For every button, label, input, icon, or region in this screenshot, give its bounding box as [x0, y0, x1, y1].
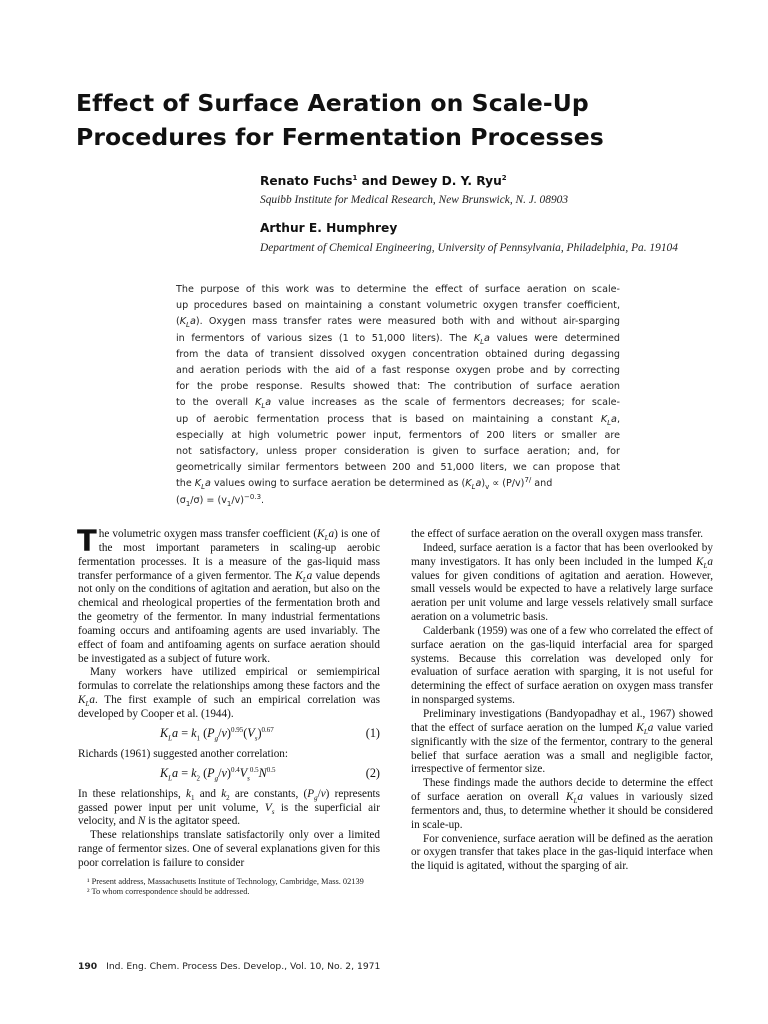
affiliation-squibb: Squibb Institute for Medical Research, New Brunswick, N. J. 08903 [260, 194, 569, 206]
abstract-line: not satisfactory, unless proper consideration is given to surface aeration; and, for [176, 446, 620, 458]
footnote-marker-1: 1 [352, 173, 358, 182]
continuation-paragraph: the effect of surface aeration on the overall oxygen mass transfer. [411, 528, 704, 540]
equation-1-number: (1) [365, 725, 380, 740]
abstract-line: The purpose of this work was to determine the effect of surface aeration on scale- [176, 284, 620, 295]
title-line-1: Effect of Surface Aeration on Scale-Up [76, 89, 589, 117]
findings-paragraph: These findings made the authors decide to determine the effect of surface aeration on overall $K_La$ values in variously sized fermentors and, thus, to determine whether it should be considered in scale-up. [411, 777, 714, 831]
abstract-line: the $K_La$ values owing to surface aeration be determined as $(K_La)_v \propto (P/v)^{7/}$ and [176, 476, 553, 492]
equation-2-number: (2) [365, 765, 380, 780]
drop-cap: T [77, 524, 97, 558]
calderbank-paragraph: Calderbank (1959) was one of a few who correlated the effect of surface aeration on the gas-liquid interfacial area for sparged systems. Because this correlation was developed only for evaluation of surface aeration with sparging, it is not useful for determining the effect of surface aeration on oxygen mass transfer in nonsparged systems. [411, 624, 713, 707]
abstract-line: $(K_La)$. Oxygen mass transfer rates were measured both with and without air-sparging [176, 316, 620, 330]
footnote-1: ¹ Present address, Massachusetts Institute of Technology, Cambridge, Mass. 02139 [87, 876, 364, 886]
equation-2-body: $K_La = k_2$ $(P_g/v)^{0.4}V_s^{0.5}N^{0.5}$ [160, 765, 276, 783]
cooper-paragraph: Many workers have utilized empirical or semiempirical formulas to correlate the relationships among these factors and the $K_La$. The first example of such an empirical correlation was developed by Cooper et al. (1944). [78, 666, 380, 720]
constants-paragraph: In these relationships, $k_1$ and $k_2$ are constants, $(P_g/v)$ represents gassed power input per unit volume, $V_s$ is the superficial air velocity, and N is the agitator speed. [78, 787, 381, 828]
abstract-line: for the probe response. Results showed that: The contribution of surface aeration [176, 381, 620, 393]
author-humphrey: Arthur E. Humphrey [260, 221, 398, 235]
footnote-marker-2: 2 [501, 173, 507, 182]
definition-paragraph: For convenience, surface aeration will be defined as the aeration or oxygen transfer that takes place in the gas-liquid interface when the liquid is agitated, without the sparging of air. [411, 832, 713, 873]
richards-paragraph: Richards (1961) suggested another correlation: [78, 747, 289, 760]
abstract-line: geometrically similar fermentors between 200 and 51,000 liters, we can propose that [176, 462, 620, 474]
abstract-line: up procedures based on maintaining a constant volumetric oxygen transfer coefficient, [176, 300, 620, 312]
equation-2 [78, 765, 380, 785]
abstract-line: $(\sigma_1/\sigma) = (v_1/v)^{-0.3}$. [176, 492, 265, 508]
author-fuchs: Renato Fuchs [260, 174, 353, 188]
footnotes [78, 877, 380, 898]
abstract-line: up of aerobic fermentation process that is based on maintaining a constant $K_La$, [176, 413, 620, 427]
journal-citation: Ind. Eng. Chem. Process Des. Develop., Vol. 10, No. 2, 1971 [106, 961, 381, 972]
page-footer [78, 961, 380, 972]
affiliation-penn: Department of Chemical Engineering, University of Pennsylvania, Philadelphia, Pa. 19104 [260, 242, 678, 254]
right-column [411, 528, 713, 874]
abstract-line: in fermentors of various sizes (1 to 51,000 liters). The $K_La$ values were determined [176, 332, 620, 346]
abstract [176, 282, 620, 509]
abstract-line: especially at high volumetric power input, fermentors of 200 liters or smaller are [176, 429, 620, 441]
title-line-2: Procedures for Fermentation Processes [76, 123, 604, 151]
left-column [77, 524, 381, 898]
intro-paragraph: he volumetric oxygen mass transfer coefficient $(K_La)$ is one of the most important parameters in scaling-up aerobic fermentation processes. It is a measure of the gas-liquid mass transfer performance of a given fermentor. The $K_La$ value depends not only on the conditions of agitation and aeration, but also on the chemical and rheological properties of the fermentation broth and the geometry of the fermentor. In many industrial fermentations foaming occurs and antifoaming agents are used invariably. The effect of foam and antifoaming agents on surface aeration should be investigated as a subject of future work. [78, 528, 380, 665]
abstract-line: and aeration periods with the aid of a fast response oxygen probe and by correcting [176, 365, 620, 377]
author-line-1 [260, 174, 507, 188]
overlooked-paragraph: Indeed, surface aeration is a factor that has been overlooked by many investigators. It has only been included in the lumped $K_La$ values for given conditions of agitation and aeration. However, small vessels would be expected to have a relatively large surface aeration per unit volume and large vessels relatively small surface aeration on a volumetric basis. [411, 541, 713, 624]
footnote-2: ² To whom correspondence should be addressed. [87, 887, 250, 897]
paper-title [76, 86, 696, 154]
equation-1 [78, 725, 380, 745]
abstract-line: to the overall $K_La$ value increases as the scale of fermentors decreases; for scale- [176, 397, 620, 411]
page-number: 190 [78, 961, 98, 972]
equation-1-body: $K_La = k_1$ $(P_g/v)^{0.95}(V_s)^{0.67}$ [160, 725, 274, 743]
abstract-line: from the data of transient dissolved oxygen concentration obtained during degassing [176, 348, 620, 360]
preliminary-paragraph: Preliminary investigations (Bandyopadhay et al., 1967) showed that the effect of surface aeration on the lumped $K_La$ value varied significantly with the size of the fermentor, contrary to the general belief that surface aeration was a small and negligible factor, irrespective of fermentor size. [411, 707, 713, 776]
author-ryu: and Dewey D. Y. Ryu [357, 174, 502, 188]
limitations-paragraph: These relationships translate satisfactorily only over a limited range of fermentor sizes. One of several explanations given for this poor correlation is failure to consider [78, 829, 380, 869]
